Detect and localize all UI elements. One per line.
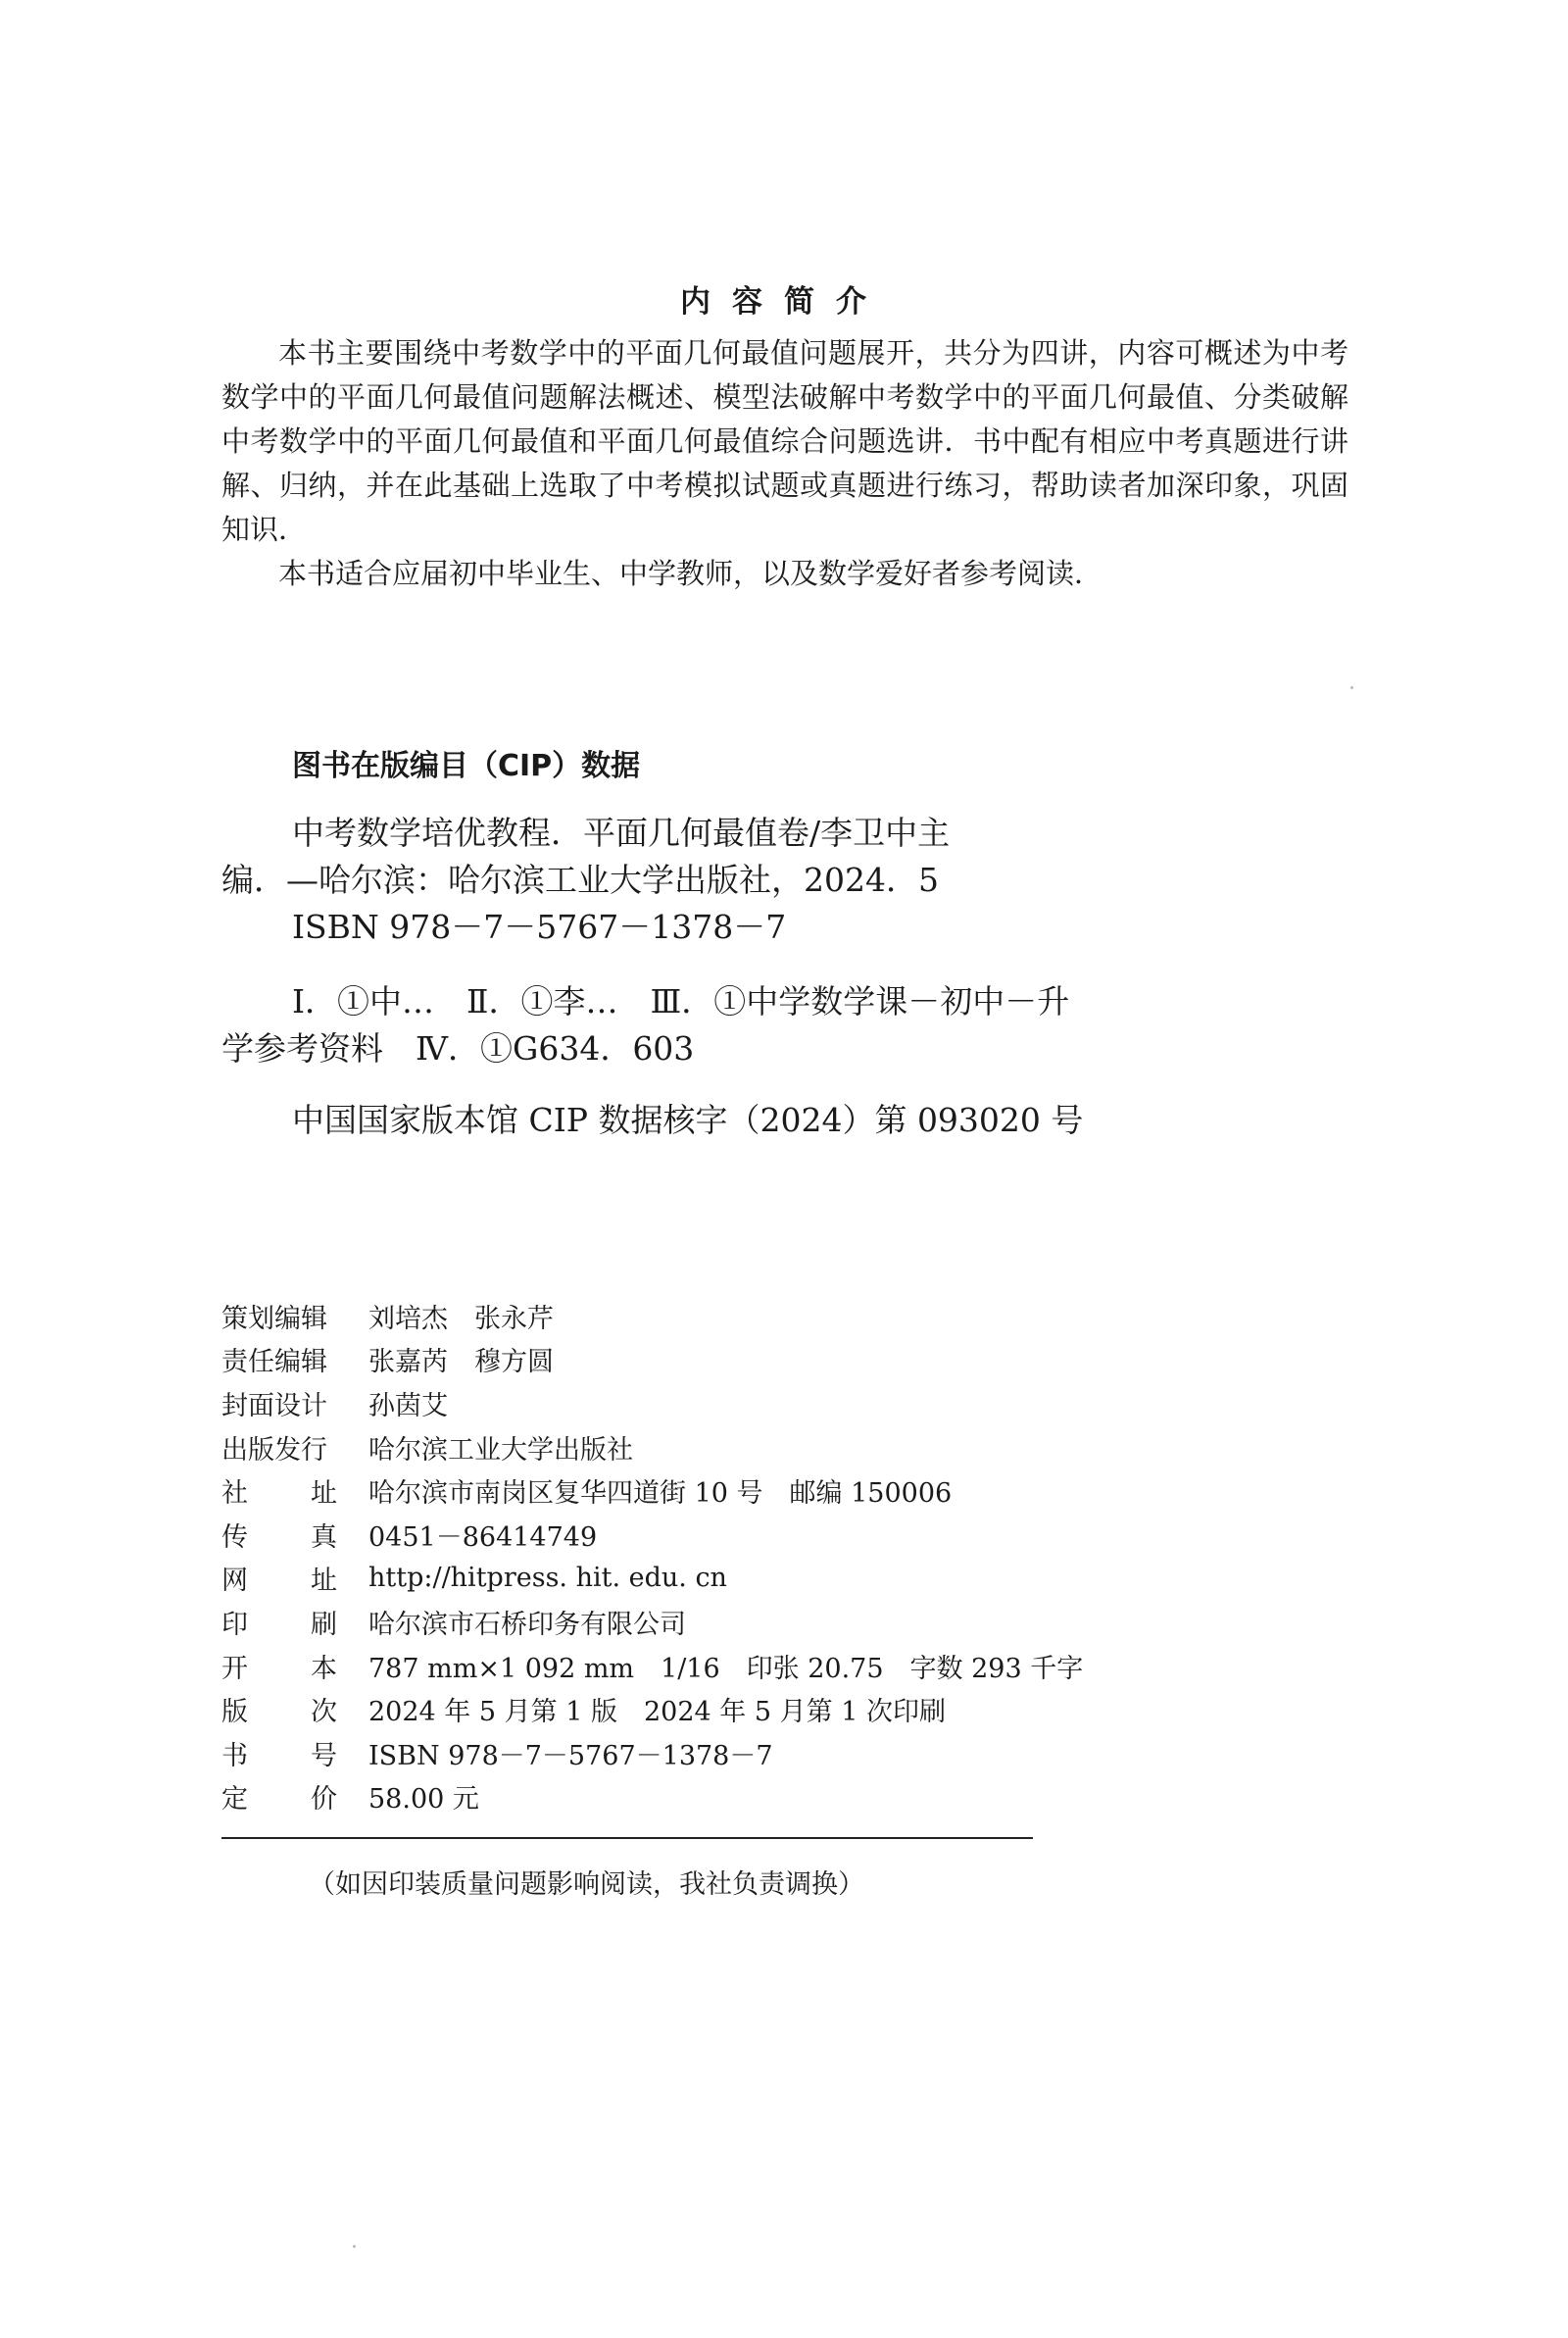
info-row <box>221 1731 1083 1775</box>
info-row <box>221 1513 1083 1557</box>
info-value: 2024 年 5 月第 1 版 2024 年 5 月第 1 次印刷 <box>368 1697 946 1728</box>
info-label: 网 址 <box>221 1566 337 1597</box>
info-value: http://hitpress. hit. edu. cn <box>368 1563 727 1594</box>
info-label: 定 价 <box>221 1784 337 1816</box>
publication-info-table <box>221 1294 1083 1818</box>
cip-class-line: 学参考资料 Ⅳ．①G634．603 <box>221 1029 695 1068</box>
info-row <box>221 1644 1083 1688</box>
info-label: 传 真 <box>221 1521 337 1553</box>
info-label: 版 次 <box>221 1697 337 1728</box>
info-label: 封面设计 <box>221 1390 327 1421</box>
footer-note: （如因印装质量问题影响阅读，我社负责调换） <box>309 1869 864 1900</box>
info-label: 社 址 <box>221 1478 337 1510</box>
info-value: 刘培杰 张永芹 <box>368 1303 554 1334</box>
info-label: 书 号 <box>221 1740 337 1771</box>
info-value: 哈尔滨市南岗区复华四道街 10 号 邮编 150006 <box>368 1478 953 1510</box>
info-row <box>221 1338 1083 1382</box>
info-row <box>221 1687 1083 1731</box>
info-row <box>221 1468 1083 1513</box>
cip-number-block <box>221 1097 1103 1144</box>
info-label: 开 本 <box>221 1653 337 1684</box>
info-value: 58.00 元 <box>368 1784 479 1816</box>
cip-class-line: Ⅰ．①中… Ⅱ．①李… Ⅲ．①中学数学课－初中－升 <box>292 982 1070 1020</box>
intro-paragraph: 本书主要围绕中考数学中的平面几何最值问题展开，共分为四讲，内容可概述为中考数学中的平面几何最值问题解法概述、模型法破解中考数学中的平面几何最值、分类破解中考数学中的平面几何最值和平面几何最值综合问题选讲．书中配有相应中考真题进行讲解、归纳，并在此基础上选取了中考模拟试题或真题进行练习，帮助读者加深印象，巩固知识． <box>221 336 1348 546</box>
info-row <box>221 1381 1083 1425</box>
info-row <box>221 1600 1083 1644</box>
cip-title-block <box>221 810 1103 951</box>
cip-title-line: 中考数学培优教程．平面几何最值卷/李卫中主 <box>292 814 951 852</box>
scan-speck <box>1350 686 1353 689</box>
info-value: 孙茵艾 <box>368 1390 448 1421</box>
intro-paragraph: 本书适合应届初中毕业生、中学教师，以及数学爱好者参考阅读． <box>278 557 1103 590</box>
info-label: 责任编辑 <box>221 1347 327 1378</box>
intro-title: 内容简介 <box>680 284 888 320</box>
info-value: 哈尔滨工业大学出版社 <box>368 1434 633 1466</box>
info-value: 0451－86414749 <box>368 1521 598 1553</box>
intro-body <box>221 331 1348 596</box>
divider <box>221 1837 1033 1839</box>
cip-number-line: 中国国家版本馆 CIP 数据核字（2024）第 093020 号 <box>292 1101 1084 1139</box>
cip-heading: 图书在版编目（CIP）数据 <box>292 749 641 783</box>
cip-title-line: 编．—哈尔滨：哈尔滨工业大学出版社，2024．5 <box>221 861 939 899</box>
info-value: 张嘉芮 穆方圆 <box>368 1347 554 1378</box>
info-row <box>221 1775 1083 1819</box>
info-value: 哈尔滨市石桥印务有限公司 <box>368 1609 686 1640</box>
cip-classification-block <box>221 978 1103 1072</box>
info-label: 出版发行 <box>221 1434 327 1466</box>
info-row <box>221 1294 1083 1338</box>
info-value: ISBN 978－7－5767－1378－7 <box>368 1740 773 1771</box>
info-value: 787 mm×1 092 mm 1/16 印张 20.75 字数 293 千字 <box>368 1653 1084 1684</box>
info-row <box>221 1557 1083 1601</box>
scan-speck <box>353 2245 356 2248</box>
info-row <box>221 1425 1083 1469</box>
info-label: 印 刷 <box>221 1609 337 1640</box>
info-label: 策划编辑 <box>221 1303 327 1334</box>
cip-isbn-line: ISBN 978－7－5767－1378－7 <box>292 908 787 946</box>
